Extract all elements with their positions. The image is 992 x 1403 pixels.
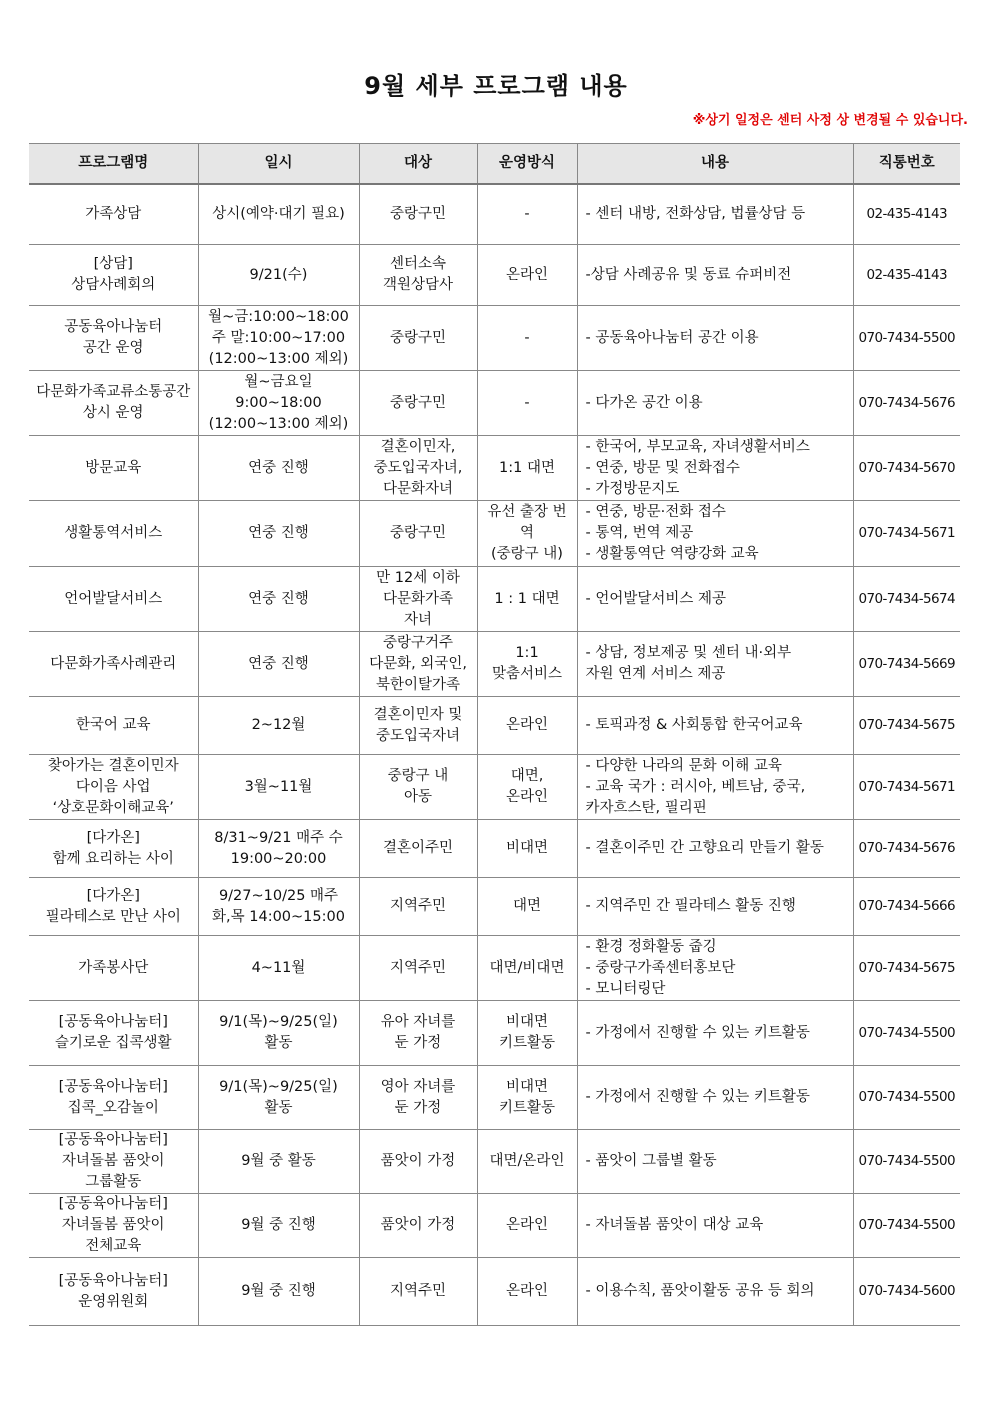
table-row xyxy=(29,567,960,632)
target-cell: 결혼이민자 및 중도입국자녀 xyxy=(359,697,477,755)
method-cell: 1:1 대면 xyxy=(477,436,577,501)
schedule-change-notice: ※상기 일정은 센터 사정 상 변경될 수 있습니다. xyxy=(692,113,968,128)
header-content: 내용 xyxy=(577,144,853,184)
program-name-cell: [다가온] 필라테스로 만난 사이 xyxy=(29,878,198,936)
program-name-cell: [다가온] 함께 요리하는 사이 xyxy=(29,820,198,878)
content-cell: - 상담, 정보제공 및 센터 내·외부 자원 연계 서비스 제공 xyxy=(577,632,853,697)
phone-cell: 070-7434-5669 xyxy=(853,632,960,697)
phone-cell: 02-435-4143 xyxy=(853,184,960,245)
target-cell: 지역주민 xyxy=(359,1258,477,1326)
phone-cell: 070-7434-5675 xyxy=(853,697,960,755)
table-row xyxy=(29,436,960,501)
program-name-cell: 언어발달서비스 xyxy=(29,567,198,632)
table-row xyxy=(29,632,960,697)
phone-cell: 070-7434-5675 xyxy=(853,936,960,1001)
method-cell: - xyxy=(477,184,577,245)
target-cell: 중랑구민 xyxy=(359,371,477,436)
phone-cell: 070-7434-5670 xyxy=(853,436,960,501)
target-cell: 중랑구민 xyxy=(359,501,477,567)
table-row xyxy=(29,820,960,878)
content-cell: - 공동육아나눔터 공간 이용 xyxy=(577,306,853,371)
program-name-cell: 한국어 교육 xyxy=(29,697,198,755)
table-row xyxy=(29,184,960,245)
content-cell: - 연중, 방문·전화 접수 - 통역, 번역 제공 - 생활통역단 역량강화 교육 xyxy=(577,501,853,567)
content-cell: - 자녀돌봄 품앗이 대상 교육 xyxy=(577,1194,853,1258)
phone-cell: 070-7434-5674 xyxy=(853,567,960,632)
table-row xyxy=(29,936,960,1001)
table-header-row xyxy=(29,144,960,184)
target-cell: 중랑구민 xyxy=(359,184,477,245)
method-cell: 온라인 xyxy=(477,1258,577,1326)
date-cell: 9월 중 진행 xyxy=(198,1258,359,1326)
date-cell: 월~금:10:00~18:00 주 말:10:00~17:00 (12:00~13:00 제외) xyxy=(198,306,359,371)
table-row xyxy=(29,1066,960,1130)
method-cell: 대면/온라인 xyxy=(477,1130,577,1194)
program-name-cell: 가족상담 xyxy=(29,184,198,245)
program-name-cell: [공동육아나눔터] 슬기로운 집콕생활 xyxy=(29,1001,198,1066)
header-date: 일시 xyxy=(198,144,359,184)
target-cell: 결혼이민자, 중도입국자녀, 다문화자녀 xyxy=(359,436,477,501)
target-cell: 영아 자녀를 둔 가정 xyxy=(359,1066,477,1130)
phone-cell: 02-435-4143 xyxy=(853,245,960,306)
header-target: 대상 xyxy=(359,144,477,184)
target-cell: 중랑구 내 아동 xyxy=(359,755,477,820)
method-cell: 온라인 xyxy=(477,245,577,306)
method-cell: 대면, 온라인 xyxy=(477,755,577,820)
program-name-cell: 다문화가족교류소통공간 상시 운영 xyxy=(29,371,198,436)
phone-cell: 070-7434-5500 xyxy=(853,1130,960,1194)
content-cell: - 토픽과정 & 사회통합 한국어교육 xyxy=(577,697,853,755)
content-cell: - 센터 내방, 전화상담, 법률상담 등 xyxy=(577,184,853,245)
method-cell: - xyxy=(477,306,577,371)
header-program-name: 프로그램명 xyxy=(29,144,198,184)
header-method: 운영방식 xyxy=(477,144,577,184)
content-cell: - 이용수칙, 품앗이활동 공유 등 회의 xyxy=(577,1258,853,1326)
date-cell: 2~12월 xyxy=(198,697,359,755)
program-table xyxy=(29,143,960,1326)
method-cell: 대면 xyxy=(477,878,577,936)
phone-cell: 070-7434-5676 xyxy=(853,820,960,878)
content-cell: - 가정에서 진행할 수 있는 키트활동 xyxy=(577,1066,853,1130)
date-cell: 연중 진행 xyxy=(198,567,359,632)
program-name-cell: 가족봉사단 xyxy=(29,936,198,1001)
date-cell: 8/31~9/21 매주 수 19:00~20:00 xyxy=(198,820,359,878)
method-cell: - xyxy=(477,371,577,436)
target-cell: 만 12세 이하 다문화가족 자녀 xyxy=(359,567,477,632)
program-name-cell: 방문교육 xyxy=(29,436,198,501)
content-cell: - 언어발달서비스 제공 xyxy=(577,567,853,632)
method-cell: 대면/비대면 xyxy=(477,936,577,1001)
date-cell: 9월 중 진행 xyxy=(198,1194,359,1258)
table-row xyxy=(29,1001,960,1066)
target-cell: 센터소속 객원상담사 xyxy=(359,245,477,306)
date-cell: 월~금요일 9:00~18:00 (12:00~13:00 제외) xyxy=(198,371,359,436)
program-name-cell: 찾아가는 결혼이민자 다이음 사업 ‘상호문화이해교육’ xyxy=(29,755,198,820)
date-cell: 9/1(목)~9/25(일) 활동 xyxy=(198,1066,359,1130)
method-cell: 1 : 1 대면 xyxy=(477,567,577,632)
date-cell: 연중 진행 xyxy=(198,436,359,501)
method-cell: 비대면 키트활동 xyxy=(477,1066,577,1130)
phone-cell: 070-7434-5600 xyxy=(853,1258,960,1326)
date-cell: 4~11월 xyxy=(198,936,359,1001)
table-row xyxy=(29,697,960,755)
table-row xyxy=(29,1130,960,1194)
phone-cell: 070-7434-5500 xyxy=(853,1001,960,1066)
target-cell: 품앗이 가정 xyxy=(359,1194,477,1258)
program-name-cell: [공동육아나눔터] 집콕_오감놀이 xyxy=(29,1066,198,1130)
method-cell: 비대면 키트활동 xyxy=(477,1001,577,1066)
table-row xyxy=(29,1258,960,1326)
content-cell: - 다가온 공간 이용 xyxy=(577,371,853,436)
content-cell: - 가정에서 진행할 수 있는 키트활동 xyxy=(577,1001,853,1066)
table-row xyxy=(29,1194,960,1258)
date-cell: 9/21(수) xyxy=(198,245,359,306)
table-row xyxy=(29,501,960,567)
content-cell: -상담 사례공유 및 동료 슈퍼비전 xyxy=(577,245,853,306)
content-cell: - 환경 정화활동 줍깅 - 중랑구가족센터홍보단 - 모니터링단 xyxy=(577,936,853,1001)
date-cell: 9/1(목)~9/25(일) 활동 xyxy=(198,1001,359,1066)
content-cell: - 다양한 나라의 문화 이해 교육 - 교육 국가 : 러시아, 베트남, 중국, 카자흐스탄, 필리핀 xyxy=(577,755,853,820)
header-phone: 직통번호 xyxy=(853,144,960,184)
phone-cell: 070-7434-5666 xyxy=(853,878,960,936)
method-cell: 유선 출장 번역 (중랑구 내) xyxy=(477,501,577,567)
phone-cell: 070-7434-5671 xyxy=(853,755,960,820)
date-cell: 9월 중 활동 xyxy=(198,1130,359,1194)
date-cell: 연중 진행 xyxy=(198,632,359,697)
table-row xyxy=(29,878,960,936)
program-name-cell: 생활통역서비스 xyxy=(29,501,198,567)
target-cell: 품앗이 가정 xyxy=(359,1130,477,1194)
content-cell: - 한국어, 부모교육, 자녀생활서비스 - 연중, 방문 및 전화접수 - 가정방문지도 xyxy=(577,436,853,501)
program-name-cell: [공동육아나눔터] 자녀돌봄 품앗이 전체교육 xyxy=(29,1194,198,1258)
table-row xyxy=(29,371,960,436)
table-row xyxy=(29,755,960,820)
date-cell: 연중 진행 xyxy=(198,501,359,567)
table-row xyxy=(29,245,960,306)
phone-cell: 070-7434-5500 xyxy=(853,306,960,371)
phone-cell: 070-7434-5500 xyxy=(853,1194,960,1258)
program-name-cell: 공동육아나눔터 공간 운영 xyxy=(29,306,198,371)
date-cell: 9/27~10/25 매주 화,목 14:00~15:00 xyxy=(198,878,359,936)
program-name-cell: 다문화가족사례관리 xyxy=(29,632,198,697)
table-row xyxy=(29,306,960,371)
target-cell: 결혼이주민 xyxy=(359,820,477,878)
phone-cell: 070-7434-5671 xyxy=(853,501,960,567)
target-cell: 지역주민 xyxy=(359,936,477,1001)
method-cell: 1:1 맞춤서비스 xyxy=(477,632,577,697)
target-cell: 지역주민 xyxy=(359,878,477,936)
method-cell: 온라인 xyxy=(477,1194,577,1258)
target-cell: 중랑구민 xyxy=(359,306,477,371)
page-title: 9월 세부 프로그램 내용 xyxy=(364,72,628,100)
date-cell: 3월~11월 xyxy=(198,755,359,820)
phone-cell: 070-7434-5500 xyxy=(853,1066,960,1130)
date-cell: 상시(예약·대기 필요) xyxy=(198,184,359,245)
program-name-cell: [상담] 상담사례회의 xyxy=(29,245,198,306)
content-cell: - 결혼이주민 간 고향요리 만들기 활동 xyxy=(577,820,853,878)
program-name-cell: [공동육아나눔터] 자녀돌봄 품앗이 그룹활동 xyxy=(29,1130,198,1194)
method-cell: 온라인 xyxy=(477,697,577,755)
program-name-cell: [공동육아나눔터] 운영위원회 xyxy=(29,1258,198,1326)
target-cell: 유아 자녀를 둔 가정 xyxy=(359,1001,477,1066)
phone-cell: 070-7434-5676 xyxy=(853,371,960,436)
content-cell: - 지역주민 간 필라테스 활동 진행 xyxy=(577,878,853,936)
method-cell: 비대면 xyxy=(477,820,577,878)
content-cell: - 품앗이 그룹별 활동 xyxy=(577,1130,853,1194)
table-body xyxy=(29,184,960,1326)
target-cell: 중랑구거주 다문화, 외국인, 북한이탈가족 xyxy=(359,632,477,697)
